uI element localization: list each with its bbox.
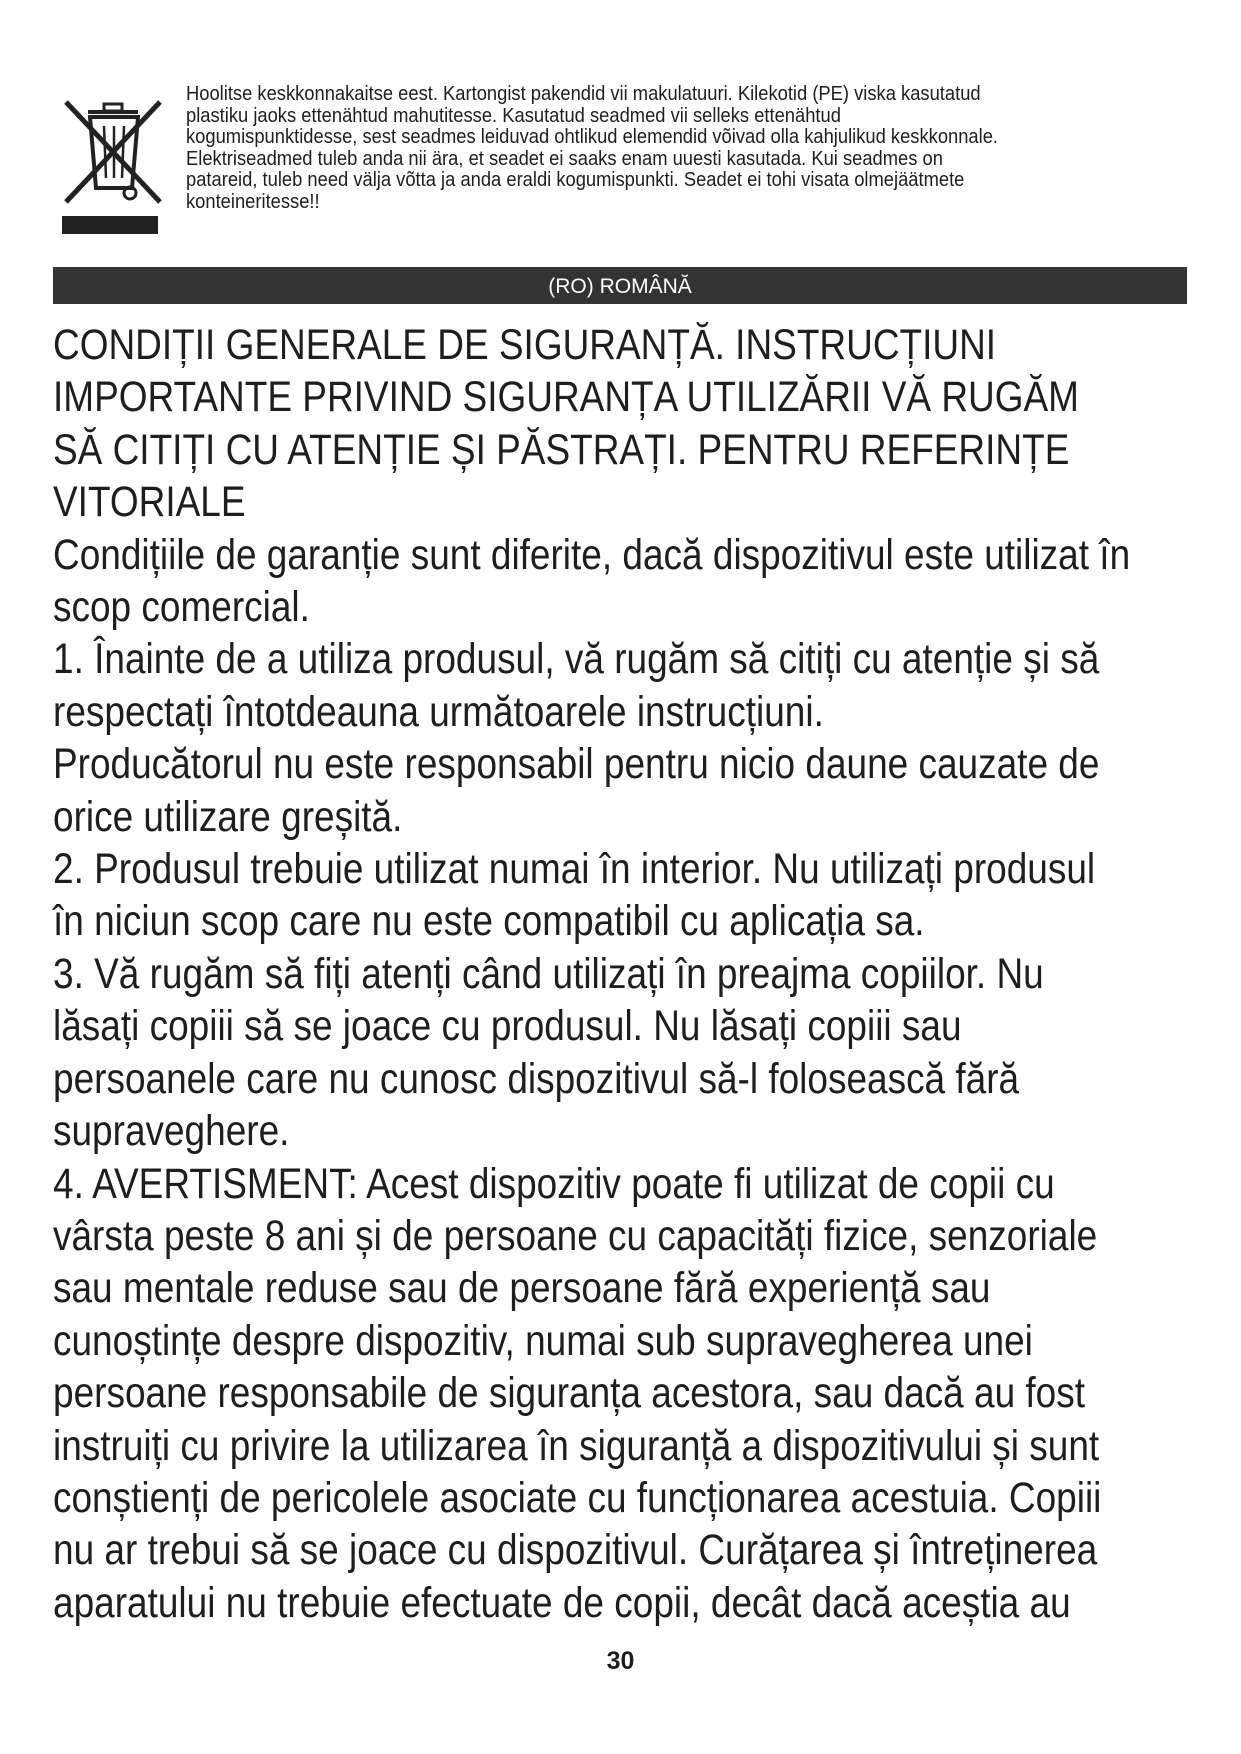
eco-line: Elektriseadmed tuleb anda nii ära, et seadet ei saaks enam uuesti kasutada. Kui seadmes on bbox=[186, 147, 943, 170]
body-line: sau mentale reduse sau de persoane fără experiență sau bbox=[53, 1264, 991, 1313]
body-line: respectați întotdeauna următoarele instrucțiuni. bbox=[53, 687, 824, 736]
page-number: 30 bbox=[606, 1647, 635, 1675]
body-line: 2. Produsul trebuie utilizat numai în interior. Nu utilizați produsul bbox=[53, 845, 1096, 894]
body-line: conștienți de pericolele asociate cu funcționarea acestuia. Copiii bbox=[53, 1473, 1102, 1522]
heading-line: IMPORTANTE PRIVIND SIGURANȚA UTILIZĂRII VĂ RUGĂM bbox=[53, 373, 1079, 422]
body-line: 1. Înainte de a utiliza produsul, vă rugăm să citiți cu atenție și să bbox=[53, 635, 1100, 684]
body-line: în niciun scop care nu este compatibil cu aplicația sa. bbox=[53, 897, 925, 946]
heading-line: SĂ CITIȚI CU ATENȚIE ȘI PĂSTRAȚI. PENTRU REFERINȚE bbox=[53, 425, 1070, 474]
eco-notice bbox=[60, 84, 1190, 260]
body-line: scop comercial. bbox=[53, 583, 310, 632]
body-line: cunoștințe despre dispozitiv, numai sub supravegherea unei bbox=[53, 1316, 1033, 1365]
body-line: 3. Vă rugăm să fiți atenți când utilizați în preajma copiilor. Nu bbox=[53, 949, 1044, 998]
heading-line: CONDIȚII GENERALE DE SIGURANȚĂ. INSTRUCȚIUNI bbox=[53, 321, 997, 369]
body-line: orice utilizare greșită. bbox=[53, 792, 403, 841]
body-line: instruiți cu privire la utilizarea în siguranță a dispozitivului și sunt bbox=[53, 1421, 1100, 1470]
eco-notice-text bbox=[186, 84, 1095, 214]
body-line: lăsați copiii să se joace cu produsul. Nu lăsați copiii sau bbox=[53, 1002, 962, 1051]
body-line: aparatului nu trebuie efectuate de copii, decât dacă aceștia au bbox=[53, 1578, 1071, 1627]
body-line: Producătorul nu este responsabil pentru nicio daune cauzate de bbox=[53, 740, 1100, 789]
eco-line: patareid, tuleb need välja võtta ja anda eraldi kogumispunkti. Seadet ei tohi visata olmejäätmete bbox=[186, 169, 965, 192]
crossed-out-wheelie-bin-icon bbox=[60, 90, 164, 240]
heading-line: VITORIALE bbox=[53, 478, 246, 527]
body-line: vârsta peste 8 ani și de persoane cu capacități fizice, senzoriale bbox=[53, 1211, 1098, 1260]
language-banner: (RO) ROMÂNĂ bbox=[53, 267, 1187, 304]
body-line: persoane responsabile de siguranța acestora, sau dacă au fost bbox=[53, 1369, 1086, 1418]
body-line: Condițiile de garanție sunt diferite, dacă dispozitivul este utilizat în bbox=[53, 530, 1131, 579]
eco-line: plastiku jaoks ettenähtud mahutitesse. Kasutatud seadmed vii selleks ettenähtud bbox=[186, 104, 841, 127]
eco-line: Hoolitse keskkonnakaitse eest. Kartongist pakendid vii makulatuuri. Kilekotid (PE) viska kasutatud bbox=[186, 83, 981, 105]
body-line: supraveghere. bbox=[53, 1107, 290, 1156]
body-line: persoanele care nu cunosc dispozitivul să-l folosească fără bbox=[53, 1054, 1020, 1103]
eco-line: kogumispunktidesse, sest seadmes leiduvad ohtlikud elemendid võivad olla kahjulikud keskkonnale. bbox=[186, 126, 999, 149]
body-line: nu ar trebui să se joace cu dispozitivul. Curățarea și întreținerea bbox=[53, 1526, 1098, 1575]
body-line: 4. AVERTISMENT: Acest dispozitiv poate fi utilizat de copii cu bbox=[53, 1159, 1055, 1208]
eco-line: konteineritesse!! bbox=[186, 190, 320, 213]
safety-instructions bbox=[53, 319, 1188, 1629]
